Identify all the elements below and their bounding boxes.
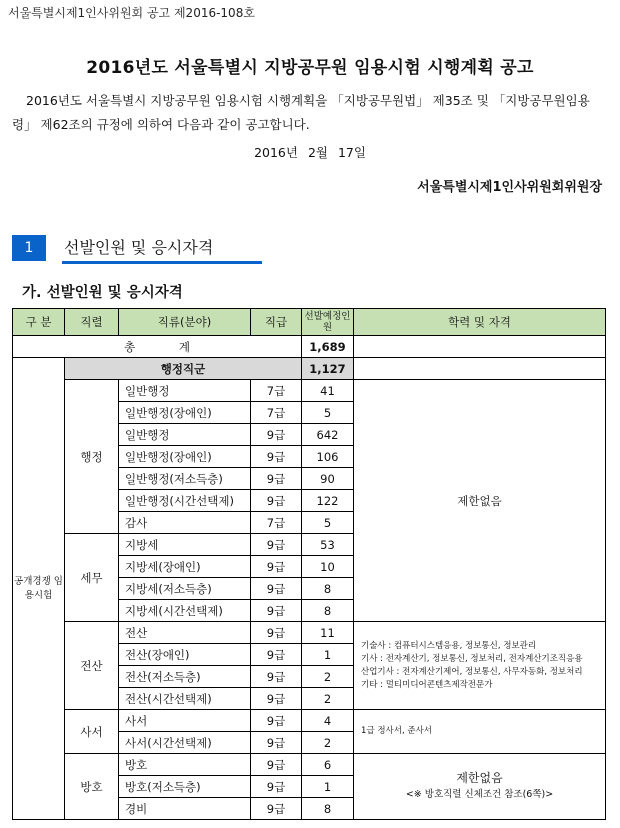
- grade-cell: 9급: [251, 424, 302, 446]
- grade-cell: 9급: [251, 600, 302, 622]
- quota-cell: 11: [302, 622, 354, 644]
- field-cell: 사서: [119, 710, 251, 732]
- grade-cell: 9급: [251, 732, 302, 754]
- quota-cell: 5: [302, 512, 354, 534]
- grade-row-quota: 1,127: [302, 358, 354, 380]
- quota-cell: 41: [302, 380, 354, 402]
- requirements-cell: 1급 정사서, 준사서: [354, 710, 606, 754]
- grade-row: [13, 358, 606, 380]
- field-cell: 전산(시간선택제): [119, 688, 251, 710]
- requirement-line: 기술사 : 컴퓨터시스템응용, 정보통신, 정보관리: [361, 640, 537, 651]
- subsection-title: 가. 선발인원 및 응시자격: [22, 285, 183, 301]
- requirement-nolimit: 제한없음: [456, 771, 503, 785]
- field-cell: 경비: [119, 798, 251, 820]
- section-title: 선발인원 및 응시자격: [62, 235, 262, 264]
- field-cell: 감사: [119, 512, 251, 534]
- field-cell: 방호: [119, 754, 251, 776]
- header-group: 직렬: [65, 309, 119, 336]
- field-cell: 방호(저소득층): [119, 776, 251, 798]
- grade-cell: 7급: [251, 380, 302, 402]
- field-cell: 지방세: [119, 534, 251, 556]
- group-cell: 방호: [65, 754, 119, 820]
- quota-cell: 53: [302, 534, 354, 556]
- header-category: 구 분: [13, 309, 65, 336]
- document-number: 서울특별시제1인사위원회 공고 제2016-108호: [8, 6, 255, 20]
- quota-cell: 1: [302, 776, 354, 798]
- grade-cell: 9급: [251, 534, 302, 556]
- grade-cell: 7급: [251, 402, 302, 424]
- field-cell: 지방세(시간선택제): [119, 600, 251, 622]
- quota-cell: 8: [302, 798, 354, 820]
- announcement-date: 2016년 2월 17일: [254, 145, 366, 160]
- field-cell: 일반행정(장애인): [119, 446, 251, 468]
- quota-cell: 8: [302, 600, 354, 622]
- quota-cell: 106: [302, 446, 354, 468]
- requirement-line: 기사 : 전자계산기, 정보통신, 정보처리, 전자계산기조직응용: [361, 653, 583, 664]
- field-cell: 사서(시간선택제): [119, 732, 251, 754]
- grade-cell: 9급: [251, 754, 302, 776]
- requirements-cell: [354, 754, 606, 820]
- quota-cell: 8: [302, 578, 354, 600]
- group-cell: 행정: [65, 380, 119, 534]
- quota-cell: 4: [302, 710, 354, 732]
- field-cell: 전산(장애인): [119, 644, 251, 666]
- group-cell: 사서: [65, 710, 119, 754]
- requirement-line: 산업기사 : 전자계산기제어, 정보통신, 사무자동화, 정보처리: [361, 666, 583, 677]
- grade-cell: 9급: [251, 710, 302, 732]
- header-grade: 직급: [251, 309, 302, 336]
- group-cell: 전산: [65, 622, 119, 710]
- grade-cell: 9급: [251, 666, 302, 688]
- signer: 서울특별시제1인사위원회위원장: [417, 180, 602, 195]
- intro-paragraph: 2016년도 서울특별시 지방공무원 임용시험 시행계획을 「지방공무원법」 제35조 및 「지방공무원임용령」 제62조의 규정에 의하여 다음과 같이 공고합니다.: [12, 93, 590, 132]
- table-row: [13, 622, 606, 644]
- total-row: [13, 336, 606, 358]
- table-header-row: [13, 309, 606, 336]
- grade-cell: 9급: [251, 622, 302, 644]
- header-field: 직류(분야): [119, 309, 251, 336]
- grade-cell: 9급: [251, 490, 302, 512]
- grade-row-empty: [354, 358, 606, 380]
- quota-cell: 5: [302, 402, 354, 424]
- grade-cell: 9급: [251, 776, 302, 798]
- field-cell: 지방세(저소득층): [119, 578, 251, 600]
- grade-cell: 9급: [251, 578, 302, 600]
- grade-cell: 9급: [251, 644, 302, 666]
- quota-cell: 2: [302, 732, 354, 754]
- field-cell: 일반행정(장애인): [119, 402, 251, 424]
- table-row: [13, 754, 606, 776]
- grade-cell: 7급: [251, 512, 302, 534]
- recruitment-table: [12, 308, 606, 820]
- total-label: 총 계: [13, 336, 302, 358]
- requirements-cell: [354, 622, 606, 710]
- field-cell: 일반행정(저소득층): [119, 468, 251, 490]
- header-quota: 선발예정인원: [302, 309, 354, 336]
- quota-cell: 2: [302, 688, 354, 710]
- grade-cell: 9급: [251, 468, 302, 490]
- quota-cell: 1: [302, 644, 354, 666]
- quota-cell: 10: [302, 556, 354, 578]
- group-cell: 세무: [65, 534, 119, 622]
- field-cell: 일반행정(시간선택제): [119, 490, 251, 512]
- grade-cell: 9급: [251, 798, 302, 820]
- field-cell: 지방세(장애인): [119, 556, 251, 578]
- grade-cell: 9급: [251, 688, 302, 710]
- field-cell: 전산: [119, 622, 251, 644]
- field-cell: 전산(저소득층): [119, 666, 251, 688]
- requirement-line: 기타 : 멀티미디어콘텐츠제작전문가: [361, 679, 493, 690]
- requirements-cell: 제한없음: [354, 380, 606, 622]
- total-requirements-empty: [354, 336, 606, 358]
- category-cell: 공개경쟁 임용시험: [13, 358, 65, 820]
- quota-cell: 642: [302, 424, 354, 446]
- table-row: [13, 380, 606, 402]
- quota-cell: 122: [302, 490, 354, 512]
- requirement-note: <※ 방호직렬 신체조건 참조(6쪽)>: [405, 789, 554, 800]
- grade-cell: 9급: [251, 556, 302, 578]
- quota-cell: 90: [302, 468, 354, 490]
- total-quota: 1,689: [302, 336, 354, 358]
- quota-cell: 6: [302, 754, 354, 776]
- grade-row-label: 행정직군: [65, 358, 302, 380]
- quota-cell: 2: [302, 666, 354, 688]
- grade-cell: 9급: [251, 446, 302, 468]
- field-cell: 일반행정: [119, 380, 251, 402]
- page-title: 2016년도 서울특별시 지방공무원 임용시험 시행계획 공고: [86, 58, 534, 78]
- section-number: 1: [12, 235, 46, 261]
- table-row: [13, 710, 606, 732]
- header-requirements: 학력 및 자격: [354, 309, 606, 336]
- field-cell: 일반행정: [119, 424, 251, 446]
